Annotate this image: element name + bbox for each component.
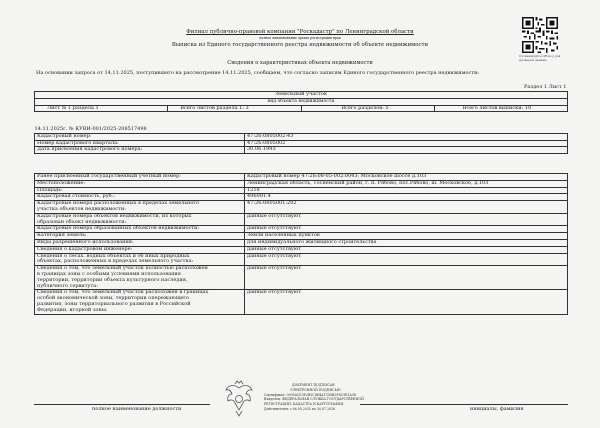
org-sub: полное наименование органа регистрации прав bbox=[259, 36, 341, 40]
detail-label: Кадастровая стоимость, руб.: bbox=[35, 194, 245, 201]
section-sheets-total: Всего листов раздела 1: 3 bbox=[168, 105, 301, 112]
document-subtitle: Сведения о характеристиках объекта недвижимости bbox=[227, 60, 373, 66]
meta-row: Кадастровый номер: 47:26:0805002:43 bbox=[35, 133, 568, 140]
detail-value: Кадастровый номер 47:26:08-05-002:0043; Московское шоссе д.103 bbox=[245, 174, 568, 181]
detail-value: данные отсутствуют bbox=[245, 246, 568, 253]
qr-code bbox=[522, 17, 558, 53]
coat-of-arms-emblem bbox=[220, 380, 258, 420]
detail-label: Кадастровые номера расположенных в пределах земельного участка объектов недвижимости: bbox=[35, 201, 245, 214]
position-caption: полное наименование должности bbox=[92, 406, 182, 412]
detail-label: Кадастровые номера объектов недвижимости, из которых образован объект недвижимости: bbox=[35, 213, 245, 226]
section-label: Раздел 1 Лист 1 bbox=[524, 84, 567, 90]
qr-caption: Отсканируйте QR-код для проверки данных bbox=[519, 54, 561, 62]
detail-value: данные отсутствуют bbox=[245, 266, 568, 290]
detail-row bbox=[35, 213, 568, 226]
object-type: Земельный участок bbox=[35, 92, 568, 99]
detail-label: Кадастровые номера образованных объектов недвижимости: bbox=[35, 226, 245, 233]
extract-sheets-total: Всего листов выписки: 10 bbox=[434, 105, 567, 112]
document-title: Выписка из Единого государственного реестра недвижимости об объекте недвижимости bbox=[171, 42, 429, 48]
sections-total: Всего разделов: 5 bbox=[301, 105, 434, 112]
detail-label: Сведения о лесах, водных объектах и об иных природных объектах, расположенных в пределах земельного участка: bbox=[35, 253, 245, 266]
meta-row: Номер кадастрового квартала: 47:26:0805002 bbox=[35, 140, 568, 147]
detail-label: Сведения о том, что земельный участок расположен в границах особой экономической зоны, территории опережающего развития, зоны территориального развития в Российской Федерации, игорной зоны: bbox=[35, 290, 245, 314]
detail-value: 496091.4 bbox=[245, 194, 568, 201]
meta-row: Дата присвоения кадастрового номера: 30.06.1993 bbox=[35, 147, 568, 154]
detail-label: Ранее присвоенный государственный учетный номер: bbox=[35, 174, 245, 181]
detail-value: для индивидуального жилищного строительства bbox=[245, 239, 568, 246]
detail-row bbox=[35, 201, 568, 214]
detail-label: Местоположение: bbox=[35, 180, 245, 187]
detail-value: данные отсутствуют bbox=[245, 290, 568, 314]
position-line bbox=[34, 404, 210, 405]
detail-value: Ленинградская область, Тосненский район, г. п. Рябово, пос.Рябово, ш. Московское, д.103 bbox=[245, 180, 568, 187]
object-caption: вид объекта недвижимости bbox=[35, 98, 568, 105]
signature-stamp: ДОКУМЕНТ ПОДПИСАН ЭЛЕКТРОННОЙ ПОДПИСЬЮ Сертификат: 0090A1D3F2B5C8E4A17D8B2F6C9E1A3D Владелец: ФЕДЕРАЛЬНАЯ СЛУЖБА ГОСУДАРСТВЕННОЙ РЕГИСТРАЦИИ, КАДАСТРА И КАРТОГРАФИИ Действителен: с 06.05.2025 по 30.07.2026 bbox=[264, 383, 364, 411]
detail-value: данные отсутствуют bbox=[245, 226, 568, 233]
sheet-number: Лист № 1 раздела 1 bbox=[35, 105, 168, 112]
detail-row bbox=[35, 253, 568, 266]
detail-row bbox=[35, 290, 568, 314]
detail-row bbox=[35, 180, 568, 187]
meta-table bbox=[34, 127, 568, 154]
detail-value: данные отсутствуют bbox=[245, 253, 568, 266]
name-caption: инициалы, фамилия bbox=[470, 406, 524, 412]
details-table bbox=[34, 173, 568, 315]
org-line: Филиал публично-правовой компании "Роскадастр" по Ленинградской области bbox=[186, 29, 414, 35]
detail-value: данные отсутствуют bbox=[245, 213, 568, 226]
detail-label: Площадь: bbox=[35, 187, 245, 194]
detail-label: Сведения о кадастровом инженере: bbox=[35, 246, 245, 253]
name-line bbox=[360, 404, 568, 405]
detail-value: 1218 bbox=[245, 187, 568, 194]
detail-label: Виды разрешенного использования: bbox=[35, 239, 245, 246]
detail-label: Категория земель: bbox=[35, 233, 245, 240]
detail-label: Сведения о том, что земельный участок полностью расположен в границах зоны с особыми условиями использования территории, территории объекта культурного наследия, публичного сервитута: bbox=[35, 266, 245, 290]
detail-value: 47:26:0805001:202 bbox=[245, 201, 568, 214]
detail-row bbox=[35, 266, 568, 290]
section-header-table bbox=[34, 91, 568, 112]
intro-text: На основании запроса от 14.11.2025, поступившего на рассмотрение 14.11.2025, сообщаем, что согласно записям Единого государственного реестра недвижимости: bbox=[36, 70, 480, 76]
detail-value: Земли населенных пунктов bbox=[245, 233, 568, 240]
extract-number: 14.11.2025г. № КУВИ-001/2025-208517498 bbox=[34, 126, 147, 132]
